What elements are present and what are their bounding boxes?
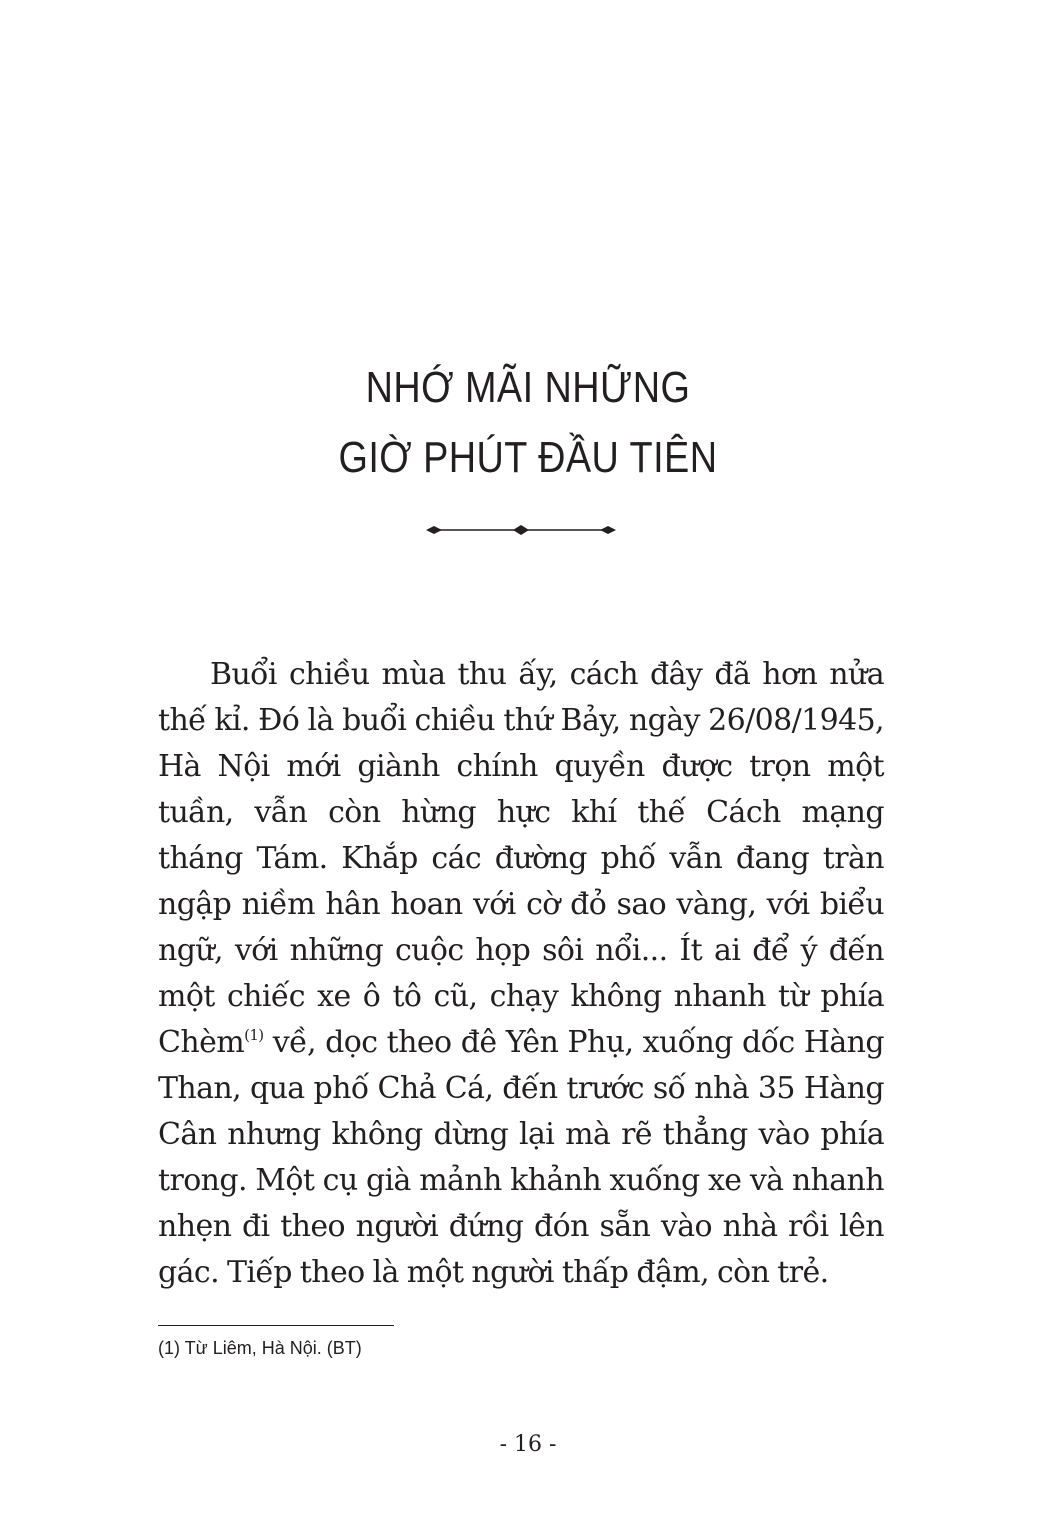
footnote-anchor-word: Chèm (158, 1025, 245, 1060)
paragraph-line: Hà Nội mới giành chính quyền được trọn một (158, 749, 884, 784)
paragraph-line: trong. Một cụ già mảnh khảnh xuống xe và nhanh (158, 1163, 884, 1198)
paragraph-line: ngữ, với những cuộc họp sôi nổi... Ít ai để ý đến (158, 933, 884, 968)
paragraph-line: ngập niềm hân hoan với cờ đỏ sao vàng, với biểu (158, 887, 884, 922)
footnote-reference[interactable]: (1) (244, 1026, 264, 1044)
chapter-title-line-1: NHỚ MÃI NHỮNG (365, 363, 691, 412)
paragraph-line: thế kỉ. Đó là buổi chiều thứ Bảy, ngày 26/08/1945, (158, 703, 884, 738)
diamond-divider-icon (426, 522, 616, 538)
footnote-divider (158, 1325, 394, 1326)
page-number: - 16 - (499, 1432, 557, 1457)
paragraph-line-last: gác. Tiếp theo là một người thấp đậm, còn trẻ. (158, 1255, 829, 1290)
footnote-text: (1) Từ Liêm, Hà Nội. (BT) (158, 1338, 362, 1358)
body-paragraph (158, 652, 884, 1296)
paragraph-line: Buổi chiều mùa thu ấy, cách đây đã hơn nửa (210, 657, 884, 692)
paragraph-line-rest: về, dọc theo đê Yên Phụ, xuống dốc Hàng (263, 1025, 884, 1060)
paragraph-line-with-footnote (158, 1020, 884, 1066)
paragraph-line: tuần, vẫn còn hừng hực khí thế Cách mạng (158, 795, 884, 830)
paragraph-line: một chiếc xe ô tô cũ, chạy không nhanh từ phía (158, 979, 884, 1014)
paragraph-line: tháng Tám. Khắp các đường phố vẫn đang tràn (158, 841, 884, 876)
paragraph-line: Than, qua phố Chả Cá, đến trước số nhà 35 Hàng (158, 1071, 884, 1106)
paragraph-line: nhẹn đi theo người đứng đón sẵn vào nhà rồi lên (158, 1209, 884, 1244)
chapter-title-line-2: GIỜ PHÚT ĐẦU TIÊN (338, 433, 718, 482)
paragraph-line: Cân nhưng không dừng lại mà rẽ thẳng vào phía (158, 1117, 884, 1152)
